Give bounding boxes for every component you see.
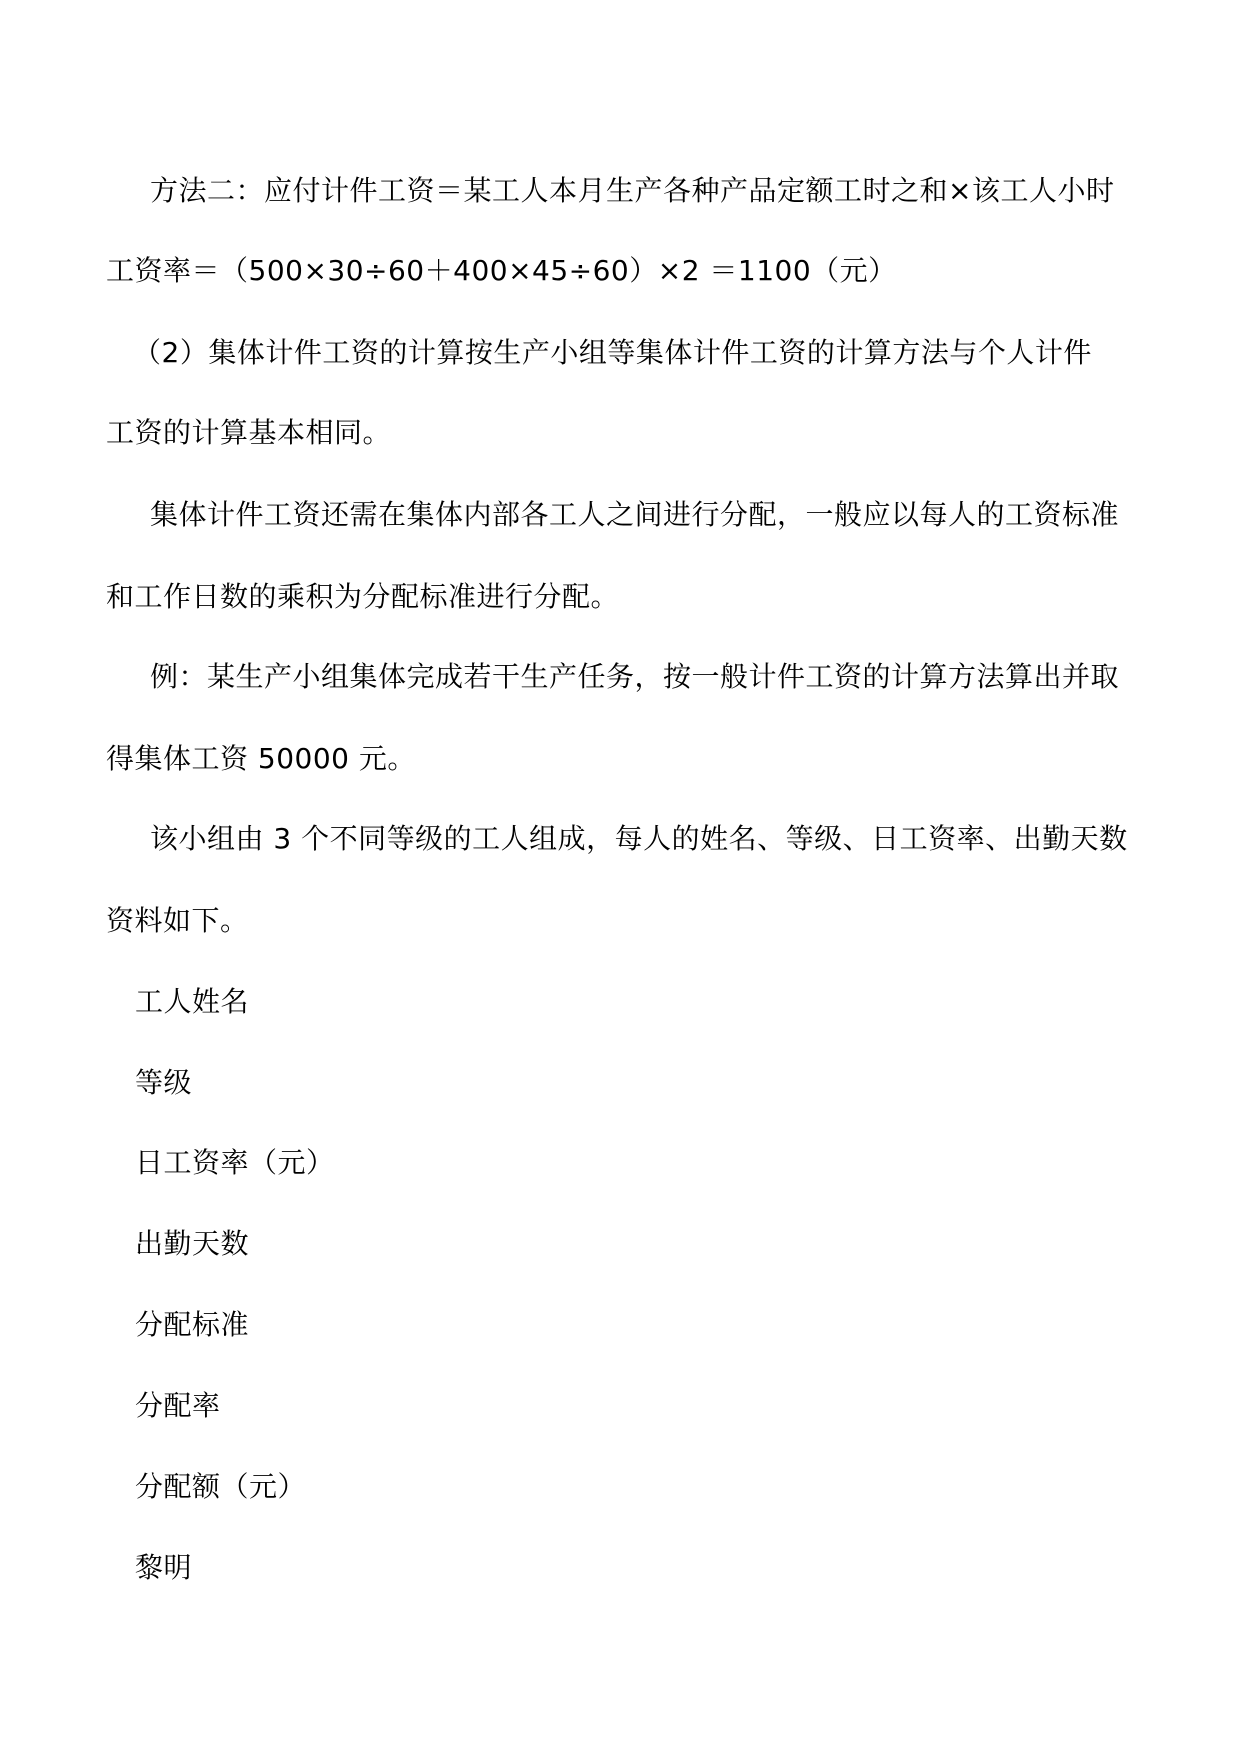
table-header-worker-name: 工人姓名 <box>135 985 250 1018</box>
paragraph-line: 工资率＝（500×30÷60＋400×45÷60）×2 ＝1100（元） <box>106 254 897 287</box>
table-header-daily-wage-rate: 日工资率（元） <box>135 1146 335 1179</box>
table-header-allocation-amount: 分配额（元） <box>135 1470 307 1503</box>
table-cell-worker-name: 黎明 <box>135 1551 193 1584</box>
paragraph-line: 集体计件工资还需在集体内部各工人之间进行分配，一般应以每人的工资标准 <box>150 498 1120 531</box>
paragraph-line: 和工作日数的乘积为分配标准进行分配。 <box>106 580 620 613</box>
paragraph-line: 方法二：应付计件工资＝某工人本月生产各种产品定额工时之和×该工人小时 <box>150 174 1115 207</box>
paragraph-line: 该小组由 3 个不同等级的工人组成，每人的姓名、等级、日工资率、出勤天数 <box>150 822 1128 855</box>
paragraph-line: 资料如下。 <box>106 904 249 937</box>
table-header-allocation-rate: 分配率 <box>135 1389 221 1422</box>
paragraph-line: 得集体工资 50000 元。 <box>106 742 416 775</box>
table-header-attendance-days: 出勤天数 <box>135 1227 250 1260</box>
paragraph-line: （2）集体计件工资的计算按生产小组等集体计件工资的计算方法与个人计件 <box>133 336 1092 369</box>
table-header-allocation-standard: 分配标准 <box>135 1308 250 1341</box>
paragraph-line: 工资的计算基本相同。 <box>106 416 392 449</box>
table-header-grade: 等级 <box>135 1066 193 1099</box>
paragraph-line: 例：某生产小组集体完成若干生产任务，按一般计件工资的计算方法算出并取 <box>150 660 1120 693</box>
